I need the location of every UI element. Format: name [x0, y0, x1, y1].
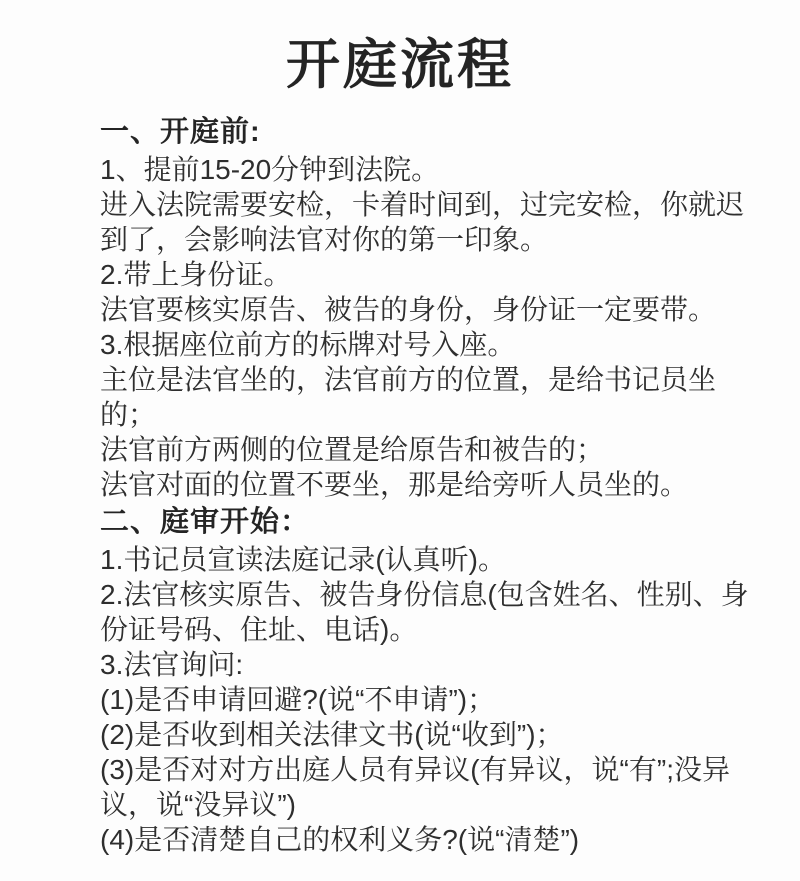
- page-title: 开庭流程: [286, 35, 514, 95]
- paragraph: 进入法院需要安检，卡着时间到，过完安检，你就迟到了，会影响法官对你的第一印象。: [100, 189, 745, 255]
- paragraph: 3.根据座位前方的标牌对号入座。: [100, 329, 516, 360]
- paragraph: 1、提前15-20分钟到法院。: [100, 154, 440, 185]
- paragraph: 1.书记员宣读法庭记录(认真听)。: [100, 544, 507, 575]
- paragraph: (3)是否对对方出庭人员有异议(有异议，说“有”;没异议，说“没异议”): [100, 754, 730, 820]
- section-heading-2: 二、庭审开始：: [100, 506, 311, 538]
- paragraph: 3.法官询问:: [100, 649, 244, 680]
- paragraph: 法官前方两侧的位置是给原告和被告的；: [100, 434, 605, 465]
- section-heading-1: 一、开庭前:: [100, 116, 261, 148]
- paragraph: 主位是法官坐的，法官前方的位置，是给书记员坐的；: [100, 364, 717, 430]
- paragraph: (4)是否清楚自己的权利义务?(说“清楚”): [100, 824, 580, 855]
- paragraph: (2)是否收到相关法律文书(说“收到”)；: [100, 719, 564, 750]
- document-content: [100, 112, 754, 857]
- paragraph: 法官要核实原告、被告的身份，身份证一定要带。: [100, 294, 717, 325]
- paragraph: 2.带上身份证。: [100, 259, 292, 290]
- paragraph: 法官对面的位置不要坐，那是给旁听人员坐的。: [100, 469, 689, 500]
- paragraph: (1)是否申请回避?(说“不申请”)；: [100, 684, 496, 715]
- paragraph: 2.法官核实原告、被告身份信息(包含姓名、性别、身份证号码、住址、电话)。: [100, 579, 749, 645]
